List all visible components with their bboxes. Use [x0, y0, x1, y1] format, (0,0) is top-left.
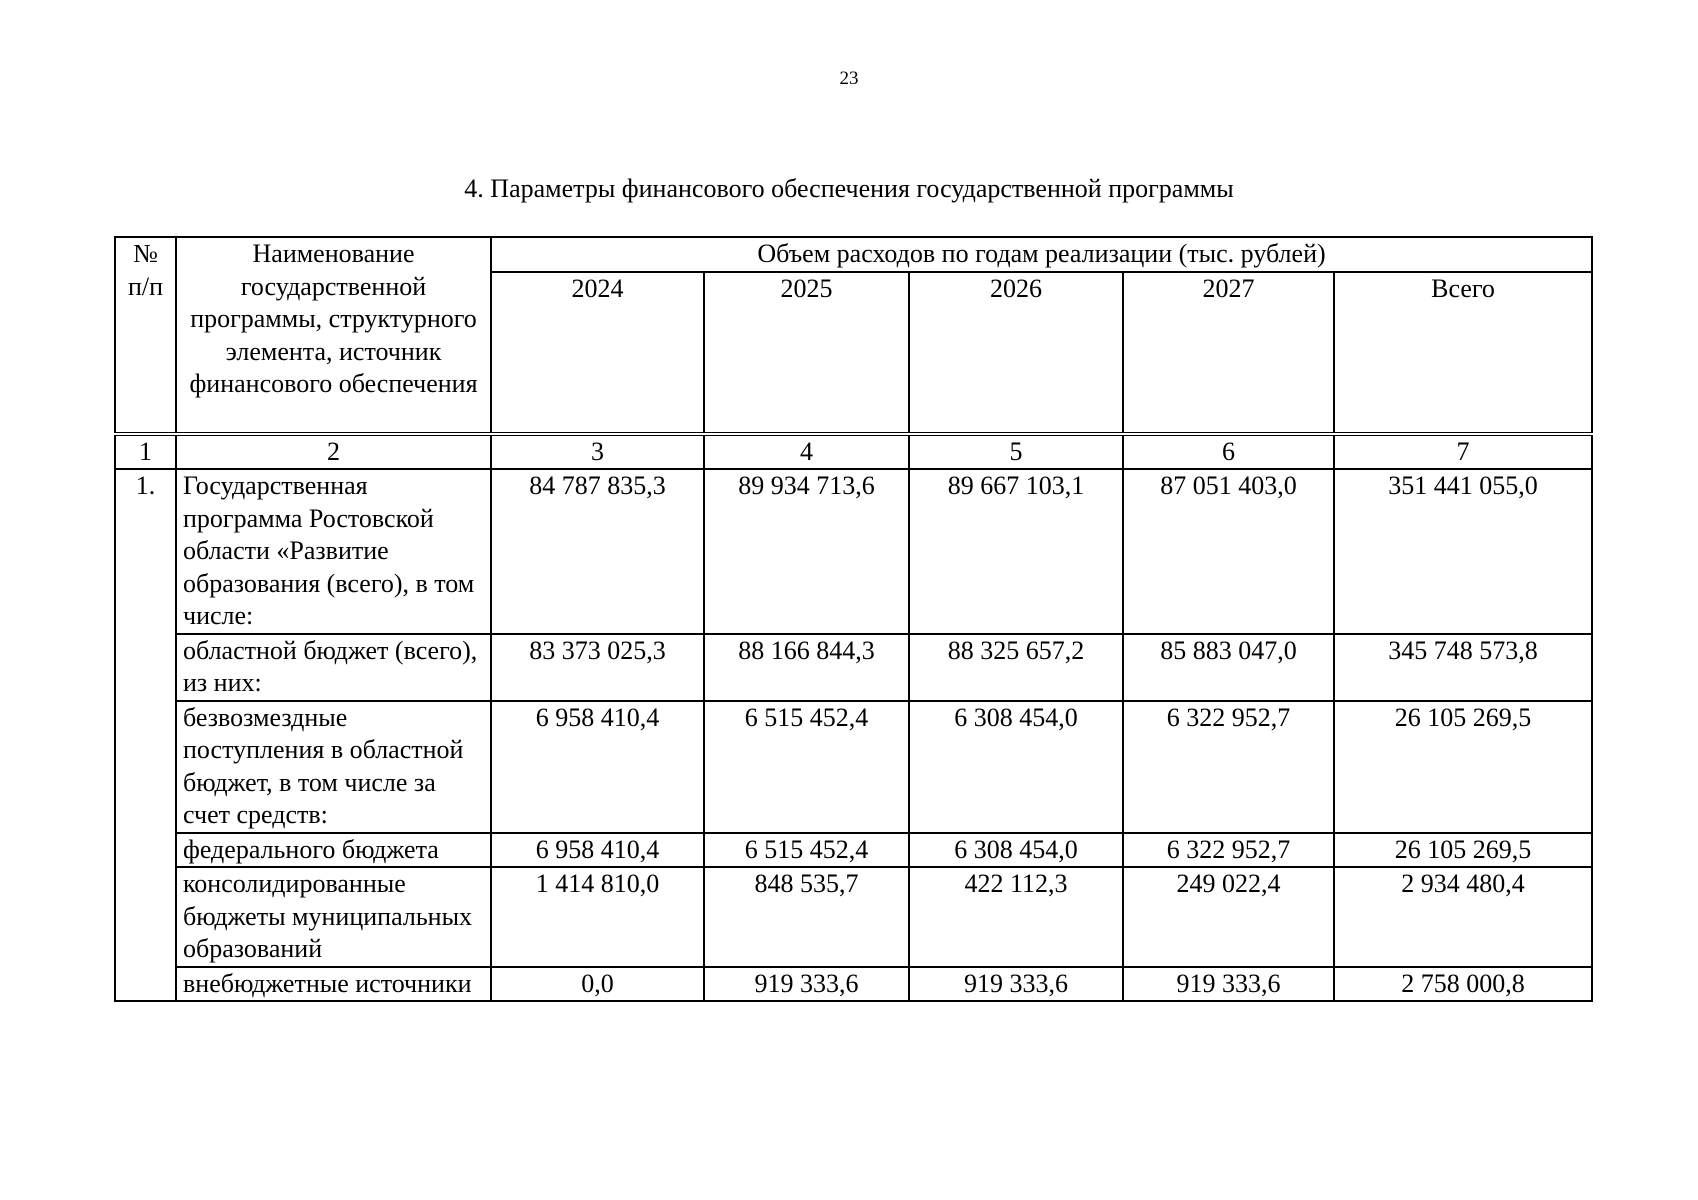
- table-row: [115, 867, 1592, 967]
- header-name: Наименование государственной программы, структурного элемента, источник финансового обеспечения: [176, 237, 491, 434]
- page-number: 23: [839, 68, 859, 89]
- row-name: федерального бюджета: [176, 833, 491, 868]
- value-total: 26 105 269,5: [1334, 701, 1592, 833]
- value-2025: 919 333,6: [704, 967, 909, 1002]
- value-2026: 6 308 454,0: [909, 833, 1123, 868]
- value-2026: 89 667 103,1: [909, 469, 1123, 634]
- value-total: 2 758 000,8: [1334, 967, 1592, 1002]
- value-2027: 249 022,4: [1123, 867, 1334, 967]
- column-index: 2: [176, 434, 491, 470]
- value-2026: 6 308 454,0: [909, 701, 1123, 833]
- header-num: № п/п: [115, 237, 176, 434]
- row-name: внебюджетные источники: [176, 967, 491, 1002]
- value-2025: 88 166 844,3: [704, 634, 909, 701]
- column-index: 1: [115, 434, 176, 470]
- value-total: 26 105 269,5: [1334, 833, 1592, 868]
- value-2027: 919 333,6: [1123, 967, 1334, 1002]
- header-total: Всего: [1334, 272, 1592, 434]
- financing-table: [114, 236, 1593, 1002]
- value-2026: 919 333,6: [909, 967, 1123, 1002]
- value-2024: 1 414 810,0: [491, 867, 704, 967]
- table-row: [115, 634, 1592, 701]
- value-2024: 0,0: [491, 967, 704, 1002]
- value-2026: 88 325 657,2: [909, 634, 1123, 701]
- value-2024: 6 958 410,4: [491, 701, 704, 833]
- value-2024: 84 787 835,3: [491, 469, 704, 634]
- section-title: 4. Параметры финансового обеспечения государственной программы: [464, 174, 1234, 203]
- value-2027: 85 883 047,0: [1123, 634, 1334, 701]
- value-2025: 6 515 452,4: [704, 701, 909, 833]
- row-name: безвозмездные поступления в областной бюджет, в том числе за счет средств:: [176, 701, 491, 833]
- header-row-top: [115, 237, 1592, 272]
- header-year-2024: 2024: [491, 272, 704, 434]
- value-total: 2 934 480,4: [1334, 867, 1592, 967]
- value-2027: 87 051 403,0: [1123, 469, 1334, 634]
- table-row: [115, 833, 1592, 868]
- value-2024: 83 373 025,3: [491, 634, 704, 701]
- header-group: Объем расходов по годам реализации (тыс. рублей): [491, 237, 1592, 272]
- column-index: 4: [704, 434, 909, 470]
- value-2025: 6 515 452,4: [704, 833, 909, 868]
- row-name: областной бюджет (всего), из них:: [176, 634, 491, 701]
- header-year-2026: 2026: [909, 272, 1123, 434]
- value-2025: 89 934 713,6: [704, 469, 909, 634]
- column-index: 5: [909, 434, 1123, 470]
- value-2025: 848 535,7: [704, 867, 909, 967]
- column-index-row: [115, 434, 1592, 470]
- column-index: 7: [1334, 434, 1592, 470]
- value-total: 345 748 573,8: [1334, 634, 1592, 701]
- value-2027: 6 322 952,7: [1123, 833, 1334, 868]
- value-2024: 6 958 410,4: [491, 833, 704, 868]
- table-row: [115, 701, 1592, 833]
- row-name: консолидированные бюджеты муниципальных образований: [176, 867, 491, 967]
- row-number: 1.: [115, 469, 176, 1001]
- header-year-2027: 2027: [1123, 272, 1334, 434]
- value-total: 351 441 055,0: [1334, 469, 1592, 634]
- table-row: [115, 967, 1592, 1002]
- header-year-2025: 2025: [704, 272, 909, 434]
- financing-table-container: [114, 236, 1591, 1002]
- value-2027: 6 322 952,7: [1123, 701, 1334, 833]
- value-2026: 422 112,3: [909, 867, 1123, 967]
- column-index: 3: [491, 434, 704, 470]
- row-name: Государственная программа Ростовской области «Развитие образования (всего), в том числе:: [176, 469, 491, 634]
- column-index: 6: [1123, 434, 1334, 470]
- table-row: [115, 469, 1592, 634]
